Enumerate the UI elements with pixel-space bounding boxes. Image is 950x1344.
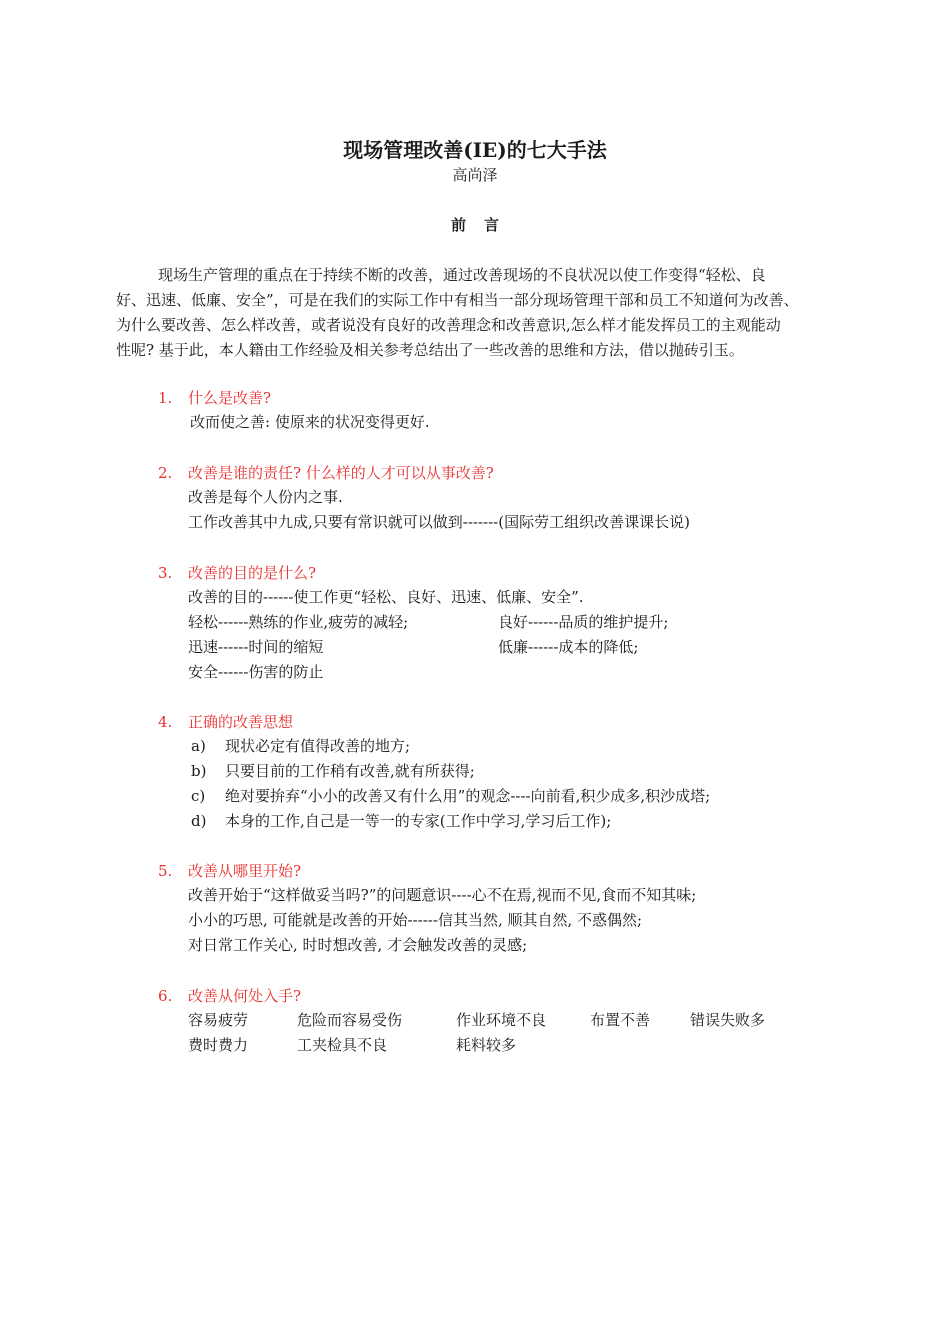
list-marker: a) bbox=[191, 737, 206, 755]
list-text: 绝对要拚弃“小小的改善又有什么用”的观念----向前看,积少成多,积沙成塔; bbox=[225, 787, 711, 805]
section-line: 改善开始于“这样做妥当吗?”的问题意识----心不在焉,视而不见,食而不知其味; bbox=[188, 886, 697, 904]
list-item bbox=[158, 759, 858, 784]
goal-item: 安全------伤害的防止 bbox=[188, 663, 324, 681]
section-6 bbox=[158, 984, 858, 1058]
list-text: 现状必定有值得改善的地方; bbox=[225, 737, 411, 755]
list-item bbox=[158, 809, 858, 834]
section-title: 改善的目的是什么? bbox=[188, 564, 317, 582]
section-title: 改善从何处入手? bbox=[188, 987, 302, 1005]
goal-item: 良好------品质的维护提升; bbox=[498, 613, 669, 631]
list-marker: b) bbox=[191, 762, 207, 780]
intro-line: 现场生产管理的重点在于持续不断的改善，通过改善现场的不良状况以使工作变得“轻松、良 bbox=[158, 266, 766, 284]
section-line: 改善是每个人份内之事. bbox=[188, 488, 343, 506]
intro-line: 好、迅速、低廉、安全”，可是在我们的实际工作中有相当一部分现场管理干部和员工不知道何为改善、 bbox=[116, 291, 799, 309]
list-item bbox=[158, 734, 858, 759]
section-heading bbox=[158, 386, 858, 410]
cause-item: 容易疲劳 bbox=[188, 1011, 249, 1029]
section-4 bbox=[158, 710, 858, 834]
section-3 bbox=[158, 561, 858, 685]
cause-item: 错误失败多 bbox=[690, 1011, 766, 1029]
section-heading bbox=[158, 561, 858, 585]
intro-line: 性呢? 基于此，本人籍由工作经验及相关参考总结出了一些改善的思维和方法，借以抛砖引玉。 bbox=[116, 341, 744, 359]
section-heading bbox=[158, 461, 858, 485]
section-5 bbox=[158, 859, 858, 958]
list-marker: d) bbox=[191, 812, 207, 830]
cause-item: 布置不善 bbox=[590, 1011, 651, 1029]
section-line: 小小的巧思, 可能就是改善的开始------信其当然, 顺其自然, 不惑偶然; bbox=[188, 911, 643, 929]
list-item bbox=[158, 784, 858, 809]
section-2 bbox=[158, 461, 858, 535]
document-title: 现场管理改善(IE)的七大手法 bbox=[343, 138, 607, 162]
section-number: 3. bbox=[158, 564, 173, 582]
section-title: 改善是谁的责任? 什么样的人才可以从事改善? bbox=[188, 464, 494, 482]
section-line: 对日常工作关心, 时时想改善, 才会触发改善的灵感; bbox=[188, 936, 528, 954]
section-number: 6. bbox=[158, 987, 173, 1005]
list-marker: c) bbox=[191, 787, 206, 805]
goal-item: 轻松------熟练的作业,疲劳的减轻; bbox=[188, 613, 409, 631]
intro-line: 为什么要改善、怎么样改善，或者说没有良好的改善理念和改善意识,怎么样才能发挥员工的主观能动 bbox=[116, 316, 781, 334]
intro-paragraph bbox=[116, 263, 868, 363]
section-title: 改善从哪里开始? bbox=[188, 862, 302, 880]
cause-item: 作业环境不良 bbox=[456, 1011, 547, 1029]
cause-item: 耗料较多 bbox=[456, 1036, 517, 1054]
cause-item: 费时费力 bbox=[188, 1036, 249, 1054]
goal-pair-row bbox=[158, 610, 858, 635]
cause-row bbox=[158, 1008, 858, 1033]
section-title: 什么是改善? bbox=[188, 389, 272, 407]
goal-item: 迅速------时间的缩短 bbox=[188, 638, 324, 656]
list-text: 只要目前的工作稍有改善,就有所获得; bbox=[225, 762, 475, 780]
section-number: 5. bbox=[158, 862, 173, 880]
section-heading bbox=[158, 984, 858, 1008]
cause-item: 危险而容易受伤 bbox=[297, 1011, 403, 1029]
section-heading bbox=[158, 710, 858, 734]
section-number: 1. bbox=[158, 389, 173, 407]
section-1 bbox=[158, 386, 858, 435]
section-line: 改而使之善: 使原来的状况变得更好. bbox=[190, 413, 430, 431]
list-text: 本身的工作,自己是一等一的专家(工作中学习,学习后工作); bbox=[225, 812, 612, 830]
section-title: 正确的改善思想 bbox=[188, 713, 294, 731]
cause-row bbox=[158, 1033, 858, 1058]
section-heading bbox=[158, 859, 858, 883]
cause-item: 工夹检具不良 bbox=[297, 1036, 388, 1054]
section-number: 2. bbox=[158, 464, 173, 482]
section-line: 改善的目的------使工作更“轻松、良好、迅速、低廉、安全”. bbox=[188, 588, 584, 606]
document-author: 高尚泽 bbox=[452, 166, 498, 184]
goal-pair-row bbox=[158, 635, 858, 660]
section-number: 4. bbox=[158, 713, 173, 731]
section-line: 工作改善其中九成,只要有常识就可以做到-------(国际劳工组织改善课课长说) bbox=[188, 513, 690, 531]
preface-heading: 前言 bbox=[450, 216, 517, 234]
goal-item: 低廉------成本的降低; bbox=[498, 638, 639, 656]
